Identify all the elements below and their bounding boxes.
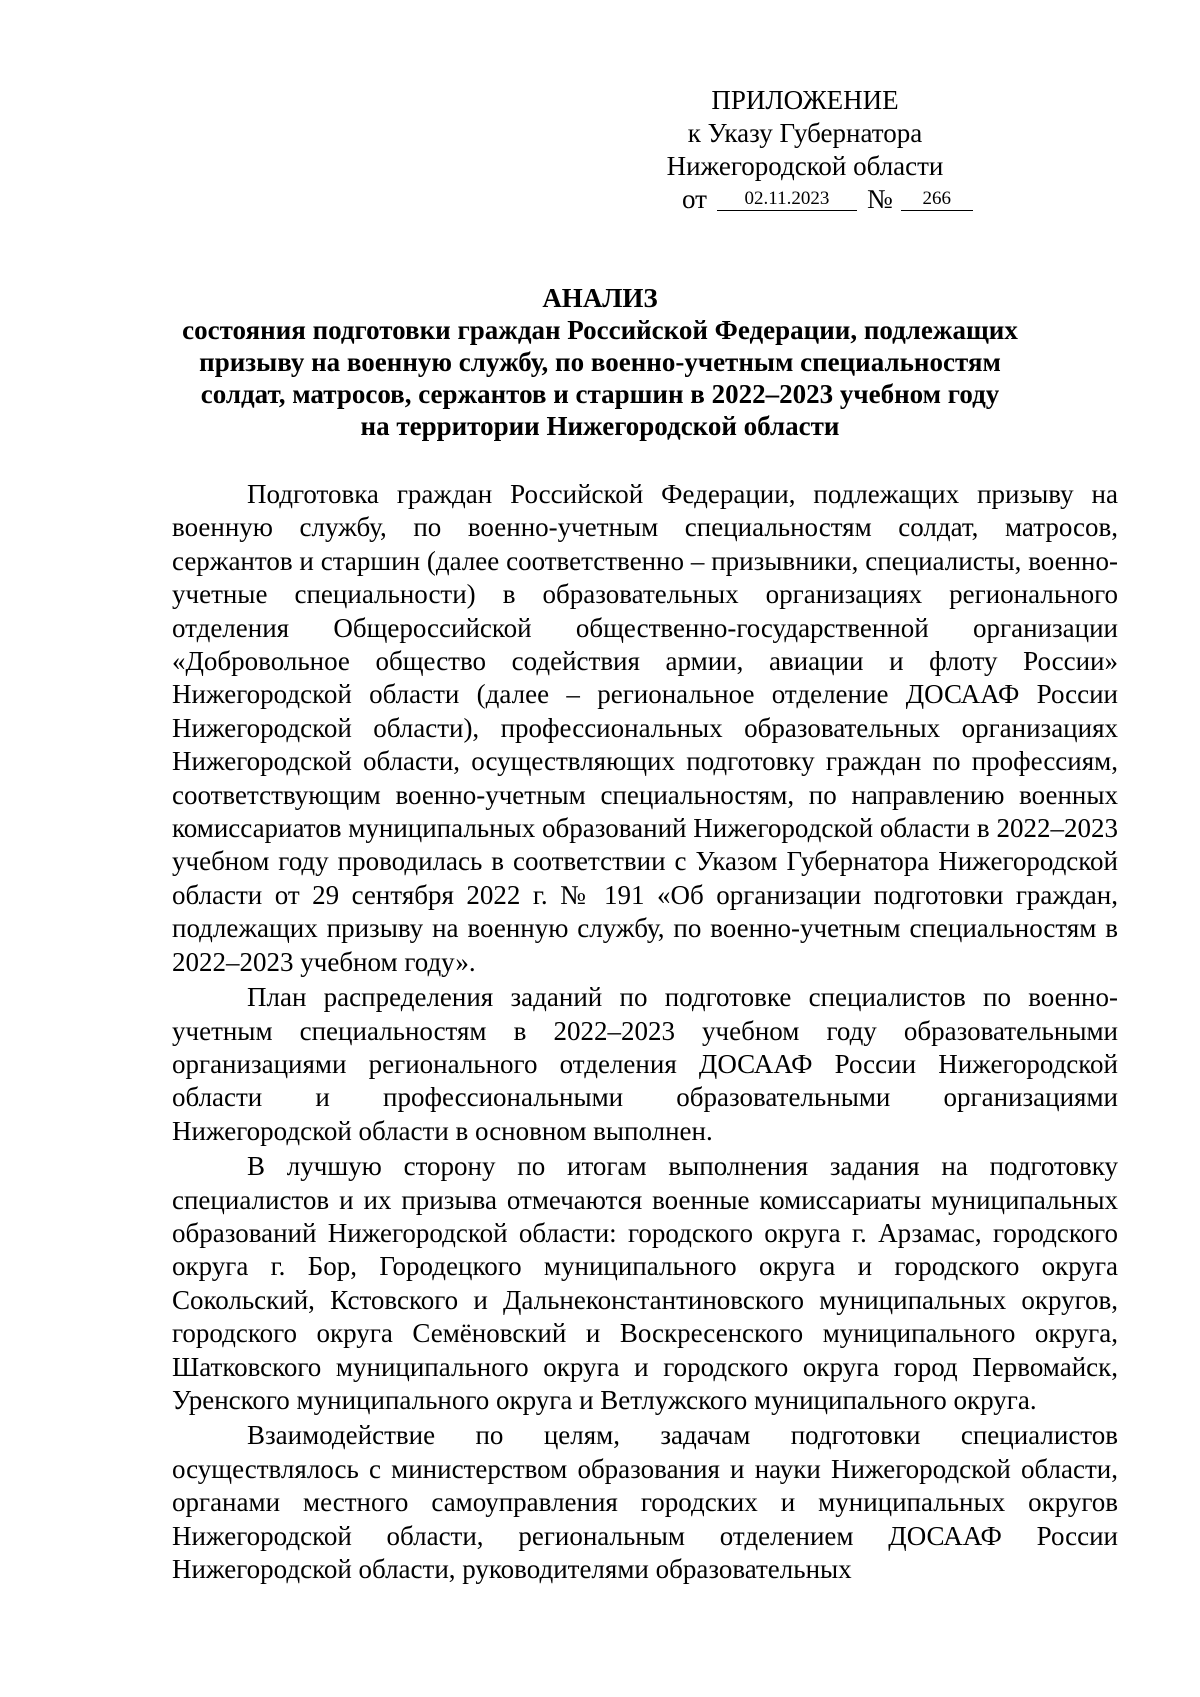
title-line: призыву на военную службу, по военно-учетным специальностям	[199, 347, 1001, 377]
paragraph-3: В лучшую сторону по итогам выполнения задания на подготовку специалистов и их призыва отмечаются военные комиссариаты муниципальных образований Нижегородской области: городского округа г. Арзамас, городского округа г. Бор, Городецкого муниципального округа и городского округа Сокольский, Кстовского и Дальнеконстантиновского муниципальных округов, городского округа Семёновский и Воскресенского муниципального округа, Шатковского муниципального округа и городского округа город Первомайск, Уренского муниципального округа и Ветлужского муниципального округа.	[172, 1151, 1118, 1415]
appendix-decree-line: к Указу Губернатора	[687, 118, 923, 148]
title-main: АНАЛИЗ	[542, 283, 658, 313]
date-prefix: от	[682, 184, 707, 214]
appendix-label: ПРИЛОЖЕНИЕ	[711, 85, 899, 115]
number-sign: №	[866, 184, 893, 214]
document-body	[172, 478, 1118, 1586]
document-title	[140, 282, 1060, 442]
appendix-header	[650, 84, 960, 183]
title-line: солдат, матросов, сержантов и старшин в 2022–2023 учебном году	[200, 379, 1000, 409]
appendix-region-line: Нижегородской области	[666, 151, 944, 181]
decree-date: 02.11.2023	[717, 188, 857, 211]
title-line: состояния подготовки граждан Российской Федерации, подлежащих	[182, 315, 1018, 345]
decree-date-line	[682, 183, 973, 216]
title-line: на территории Нижегородской области	[360, 411, 840, 441]
paragraph-1: Подготовка граждан Российской Федерации, подлежащих призыву на военную службу, по военно-учетным специальностям солдат, матросов, сержантов и старшин (далее соответственно – призывники, специалисты, военно-учетные специальности) в образовательных организациях регионального отделения Общероссийской общественно-государственной организации «Добровольное общество содействия армии, авиации и флоту России» Нижегородской области (далее – региональное отделение ДОСААФ России Нижегородской области), профессиональных образовательных организациях Нижегородской области, осуществляющих подготовку граждан по профессиям, соответствующим военно-учетным специальностям, по направлению военных комиссариатов муниципальных образований Нижегородской области в 2022–2023 учебном году проводилась в соответствии с Указом Губернатора Нижегородской области от 29 сентября 2022 г. № 191 «Об организации подготовки граждан, подлежащих призыву на военную службу, по военно-учетным специальностям в 2022–2023 учебном году».	[172, 479, 1118, 977]
paragraph-4: Взаимодействие по целям, задачам подготовки специалистов осуществлялось с министерством образования и науки Нижегородской области, органами местного самоуправления городских и муниципальных округов Нижегородской области, региональным отделением ДОСААФ России Нижегородской области, руководителями образовательных	[172, 1420, 1118, 1584]
paragraph-2: План распределения заданий по подготовке специалистов по военно-учетным специальностям в 2022–2023 учебном году образовательными организациями регионального отделения ДОСААФ России Нижегородской области и профессиональными образовательными организациями Нижегородской области в основном выполнен.	[172, 982, 1118, 1146]
decree-number: 266	[901, 188, 973, 211]
